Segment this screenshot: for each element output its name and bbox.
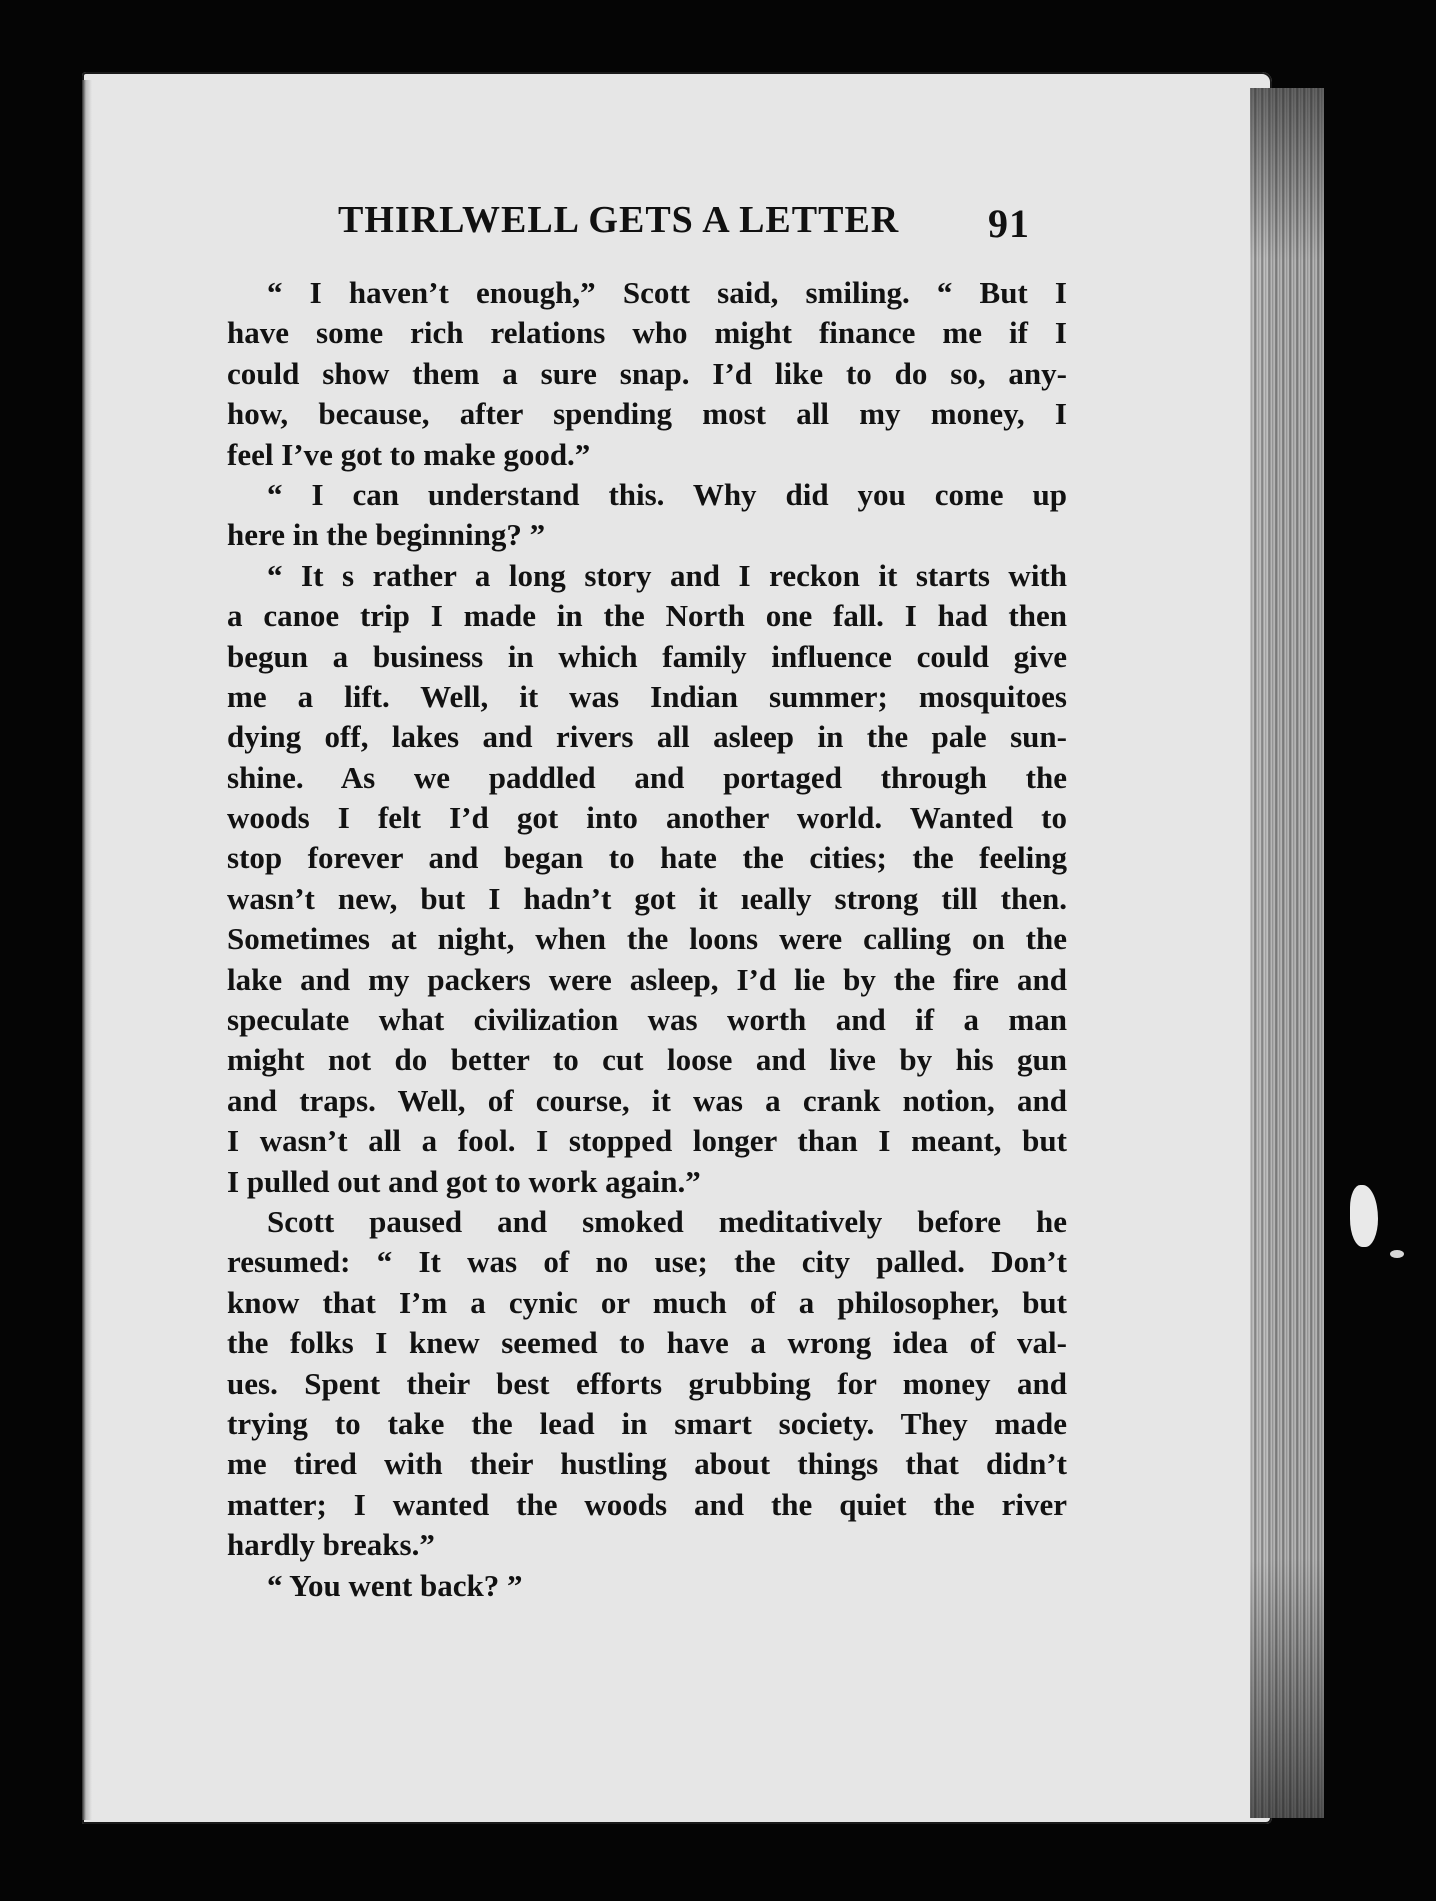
running-head bbox=[338, 198, 1058, 248]
text-line: I pulled out and got to work again.” bbox=[227, 1163, 701, 1199]
body-text bbox=[227, 273, 1067, 1606]
text-line: “ I can understand this. Why did you come up bbox=[267, 476, 1067, 512]
running-title: THIRLWELL GETS A LETTER bbox=[338, 199, 900, 241]
text-line: the folks I knew seemed to have a wrong idea of val- bbox=[227, 1325, 1067, 1361]
text-line: “ It s rather a long story and I reckon it starts with bbox=[267, 557, 1067, 593]
text-line: hardly breaks.” bbox=[227, 1527, 435, 1563]
text-line: “ You went back? ” bbox=[267, 1567, 523, 1603]
text-line: trying to take the lead in smart society. They made bbox=[227, 1405, 1067, 1441]
text-line: lake and my packers were asleep, I’d lie by the fire and bbox=[227, 961, 1067, 997]
text-line: “ I haven’t enough,” Scott said, smiling. “ But I bbox=[267, 275, 1067, 310]
scan-blemish-dot bbox=[1390, 1250, 1404, 1258]
text-line: woods I felt I’d got into another world. Wanted to bbox=[227, 800, 1067, 836]
text-line: Sometimes at night, when the loons were calling on the bbox=[227, 921, 1067, 957]
text-line: matter; I wanted the woods and the quiet the river bbox=[227, 1486, 1067, 1522]
text-line: speculate what civilization was worth and if a man bbox=[227, 1002, 1067, 1038]
text-line: ues. Spent their best efforts grubbing for money and bbox=[227, 1365, 1067, 1401]
text-line: dying off, lakes and rivers all asleep in the pale sun- bbox=[227, 719, 1067, 755]
text-line: Scott paused and smoked meditatively before he bbox=[267, 1203, 1067, 1239]
text-line: wasn’t new, but I hadn’t got it ıeally strong till then. bbox=[227, 880, 1067, 916]
page-gutter bbox=[82, 80, 92, 1820]
text-line: stop forever and began to hate the cities; the feeling bbox=[227, 840, 1067, 876]
text-line: I wasn’t all a fool. I stopped longer than I meant, but bbox=[227, 1123, 1067, 1159]
text-line: know that I’m a cynic or much of a philosopher, but bbox=[227, 1284, 1067, 1320]
text-line: could show them a sure snap. I’d like to do so, any- bbox=[227, 355, 1067, 391]
text-line: here in the beginning? ” bbox=[227, 517, 546, 553]
text-line: shine. As we paddled and portaged through the bbox=[227, 759, 1067, 795]
text-line: a canoe trip I made in the North one fall. I had then bbox=[227, 598, 1067, 634]
text-line: and traps. Well, of course, it was a crank notion, and bbox=[227, 1082, 1067, 1118]
text-line: me a lift. Well, it was Indian summer; mosquitoes bbox=[227, 678, 1067, 714]
text-line: might not do better to cut loose and live by his gun bbox=[227, 1042, 1067, 1078]
text-line: have some rich relations who might finance me if I bbox=[227, 315, 1067, 351]
text-line: how, because, after spending most all my money, I bbox=[227, 396, 1067, 432]
text-line: me tired with their hustling about things that didn’t bbox=[227, 1446, 1067, 1482]
page-edges-shade bbox=[1250, 88, 1324, 1818]
text-line: begun a business in which family influence could give bbox=[227, 638, 1067, 674]
page-number: 91 bbox=[988, 201, 1030, 246]
text-line: feel I’ve got to make good.” bbox=[227, 436, 591, 472]
text-line: resumed: “ It was of no use; the city palled. Don’t bbox=[227, 1244, 1067, 1280]
